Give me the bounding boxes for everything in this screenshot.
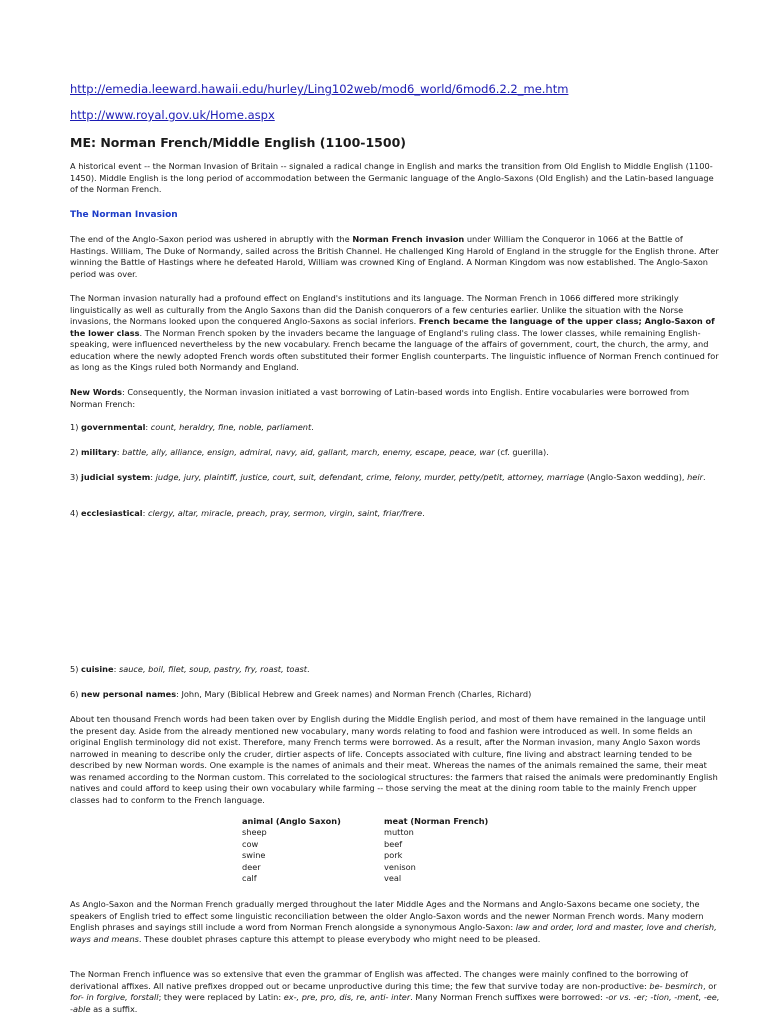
grammar-paragraph: The Norman French influence was so extensive that even the grammar of English was affected. The changes were mainly confined to the borrowing of derivational affixes. All native prefixes dropped out or became unproductive during this time; the few that survive today are non-productive: be- besmirch, or for- in forgive, forstall; they were replaced by Latin: ex-, pre, pro, dis, re, anti- inter. Many Norman French suffixes were borrowed: -or vs. -er; -tion, -ment, -ee, -able as a suffix. — [70, 969, 720, 1014]
source-link-leeward[interactable]: http://emedia.leeward.hawaii.edu/hurley/Ling102web/mod6_world/6mod6.2.2_me.htm — [70, 82, 569, 96]
animal-meat-table — [242, 816, 488, 884]
influence-paragraph: The Norman invasion naturally had a profound effect on England's institutions and its language. The Norman French in 1066 differed more strikingly linguistically as well as culturally from the Anglo Saxons than did the Danish conquerors of a few centuries earlier. Unlike the situation with the Norse invasions, the Normans looked upon the conquered Anglo-Saxons as social inferiors. French became the language of the upper class; Anglo-Saxon of the lower class. The Norman French spoken by the invaders became the language of England's ruling class. The lower classes, while remaining English-speaking, were influenced nevertheless by the new vocabulary. French became the language of the affairs of government, court, the church, the army, and education where the newly adopted French words often substituted their former English counterparts. The linguistic influence of Norman French continued for as long as the Kings ruled both Normandy and England. — [70, 293, 719, 372]
table-row: deer venison — [242, 861, 416, 872]
table-header-row — [242, 816, 488, 827]
column-header-animal: animal (Anglo Saxon) — [242, 816, 341, 826]
table-row: calf veal — [242, 873, 402, 884]
section-heading: The Norman Invasion — [70, 210, 178, 220]
page-title: ME: Norman French/Middle English (1100-1500) — [70, 135, 406, 150]
list-item-personal-names: 6) new personal names: John, Mary (Biblical Hebrew and Greek names) and Norman French (Charles, Richard) — [70, 689, 532, 699]
table-row: cow beef — [242, 838, 403, 849]
list-item-military: 2) military: battle, ally, alliance, ensign, admiral, navy, aid, gallant, march, enemy, escape, peace, war (cf. guerilla). — [70, 447, 549, 457]
intro-paragraph: A historical event -- the Norman Invasion of Britain -- signaled a radical change in English and marks the transition from Old English to Middle English (1100-1450). Middle English is the long period of accommodation between the Germanic language of the Anglo-Saxons (Old English) and the Latin-based language of the Norman French. — [70, 161, 714, 194]
vocabulary-paragraph: About ten thousand French words had been taken over by English during the Middle English period, and most of them have remained in the language until the present day. Aside from the already mentioned new vocabulary, many words relating to food and fashion were introduced as well. In some fields an original English terminology did not exist. Therefore, many French terms were borrowed. As a result, after the Norman invasion, many Anglo Saxon words narrowed in meaning to describe only the cruder, dirtier aspects of life. Concepts associated with culture, fine living and abstract learning tended to be described by new Norman words. One example is the names of animals and their meat. Whereas the names of the animals remained the same, their meat was renamed according to the Norman custom. This correlated to the sociological structures: the farmers that raised the animals were predominantly English natives and could afford to keep using their own vocabulary while farming -- those serving the meat at the dining room table to the mainly French upper classes had to conform to the French language. — [70, 714, 718, 805]
doublets-paragraph: As Anglo-Saxon and the Norman French gradually merged throughout the later Middle Ages and the Normans and Anglo-Saxons became one society, the speakers of English tried to effect some linguistic reconciliation between the older Anglo-Saxon words and the newer Norman French words. Many modern English phrases and sayings still include a word from Norman French alongside a synonymous Anglo-Saxon: law and order, lord and master, love and cherish, ways and means. These doublet phrases capture this attempt to please everybody who might need to be pleased. — [70, 899, 717, 944]
new-words-label: New Words — [70, 387, 122, 397]
list-item-cuisine: 5) cuisine: sauce, boil, filet, soup, pastry, fry, roast, toast. — [70, 664, 310, 674]
list-item-governmental: 1) governmental: count, heraldry, fine, noble, parliament. — [70, 422, 314, 432]
column-header-meat: meat (Norman French) — [384, 816, 489, 826]
doublet-phrases: law and order, lord and master, love and cherish, ways and means — [70, 922, 717, 944]
list-item-ecclesiastical: 4) ecclesiastical: clergy, altar, miracle, preach, pray, sermon, virgin, saint, friar/frere. — [70, 508, 425, 518]
new-words-paragraph: New Words: Consequently, the Norman invasion initiated a vast borrowing of Latin-based words into English. Entire vocabularies were borrowed from Norman French: — [70, 387, 690, 409]
invasion-paragraph: The end of the Anglo-Saxon period was ushered in abruptly with the Norman French invasion under William the Conqueror in 1066 at the Battle of Hastings. William, The Duke of Normandy, sailed across the British Channel. He challenged King Harold of England in the struggle for the English throne. After winning the Battle of Hastings where he defeated Harold, William was crowned King of England. A Norman Kingdom was now established. The Anglo-Saxon period was over. — [70, 234, 719, 279]
norman-invasion-term: Norman French invasion — [352, 234, 465, 244]
table-row: swine pork — [242, 850, 403, 861]
list-item-judicial: 3) judicial system: judge, jury, plaintiff, justice, court, suit, defendant, crime, felony, murder, petty/petit, attorney, marriage (Anglo-Saxon wedding), heir. — [70, 472, 706, 482]
source-link-royal[interactable]: http://www.royal.gov.uk/Home.aspx — [70, 108, 275, 122]
class-language-statement: French became the language of the upper class; Anglo-Saxon of the lower class — [70, 316, 715, 338]
table-row: sheep mutton — [242, 827, 414, 838]
